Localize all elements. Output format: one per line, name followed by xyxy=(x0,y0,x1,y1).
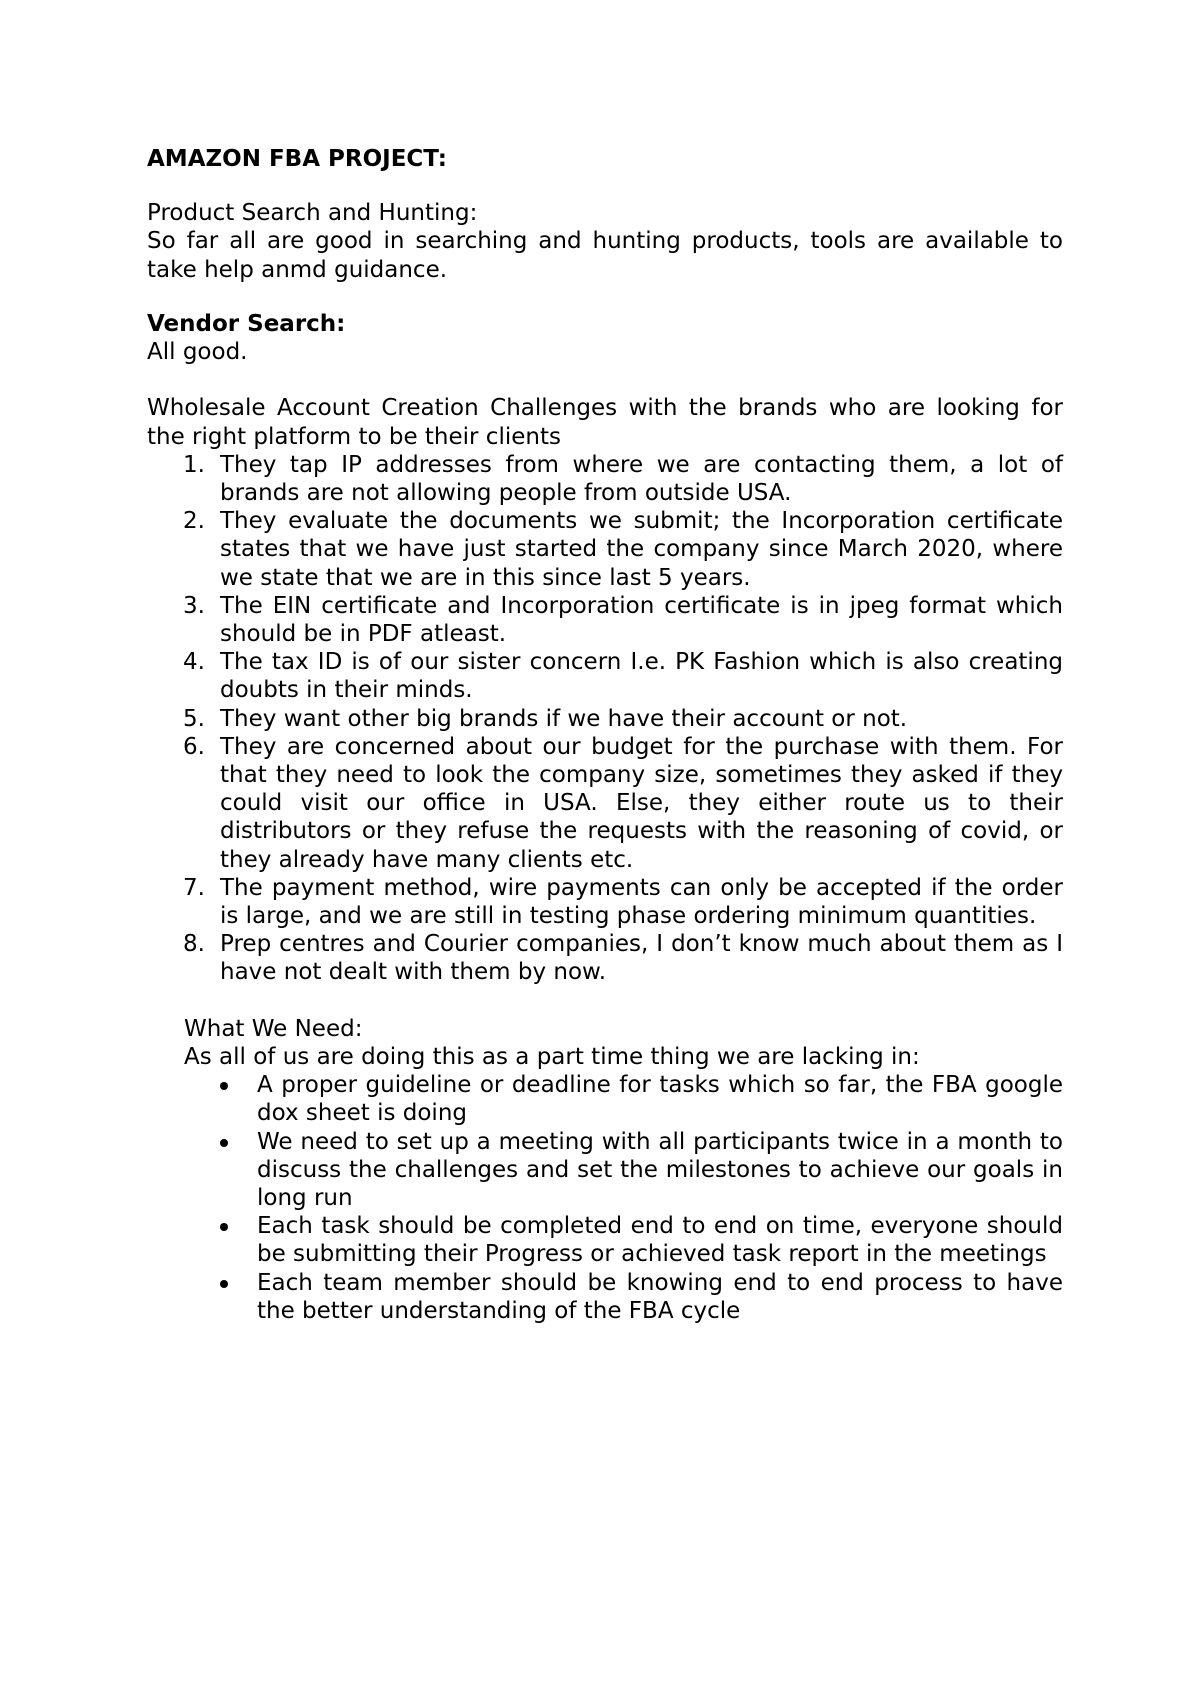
needs-list xyxy=(147,1071,1063,1325)
bullet-icon xyxy=(220,1139,228,1147)
list-number: 4. xyxy=(183,649,205,676)
list-item xyxy=(183,874,1063,930)
list-number: 2. xyxy=(183,508,205,535)
list-item xyxy=(183,930,1063,986)
list-item-text: We need to set up a meeting with all participants twice in a month to discuss the challenges and set the milestones to achieve our goals in long run xyxy=(257,1128,1063,1212)
list-item-text: Each team member should be knowing end to end process to have the better understanding of the FBA cycle xyxy=(257,1269,1063,1324)
bullet-icon xyxy=(220,1280,228,1288)
spacer xyxy=(147,173,1063,199)
list-item-text: They evaluate the documents we submit; the Incorporation certificate states that we have just started the company since March 2020, where we state that we are in this since last 5 years. xyxy=(220,508,1063,591)
list-item xyxy=(257,1128,1063,1213)
list-item-text: A proper guideline or deadline for tasks which so far, the FBA google dox sheet is doing xyxy=(257,1072,1063,1127)
list-item xyxy=(257,1212,1063,1268)
list-item-text: The tax ID is of our sister concern I.e. PK Fashion which is also creating doubts in their minds. xyxy=(220,649,1063,704)
list-item xyxy=(183,648,1063,704)
list-item xyxy=(183,451,1063,507)
spacer xyxy=(147,366,1063,394)
wholesale-intro: Wholesale Account Creation Challenges with the brands who are looking for the right platform to be their clients xyxy=(147,395,1063,450)
list-number: 7. xyxy=(183,874,205,901)
product-search-heading: Product Search and Hunting: xyxy=(147,200,478,227)
list-number: 6. xyxy=(183,733,205,760)
list-item xyxy=(183,733,1063,874)
bullet-icon xyxy=(220,1223,228,1231)
list-item-text: The payment method, wire payments can only be accepted if the order is large, and we are still in testing phase ordering minimum quantities. xyxy=(220,874,1063,930)
list-number: 8. xyxy=(183,931,205,958)
needs-heading: What We Need: xyxy=(184,1015,363,1042)
list-item xyxy=(257,1071,1063,1127)
wholesale-challenges-list xyxy=(147,451,1063,987)
list-item xyxy=(183,507,1063,592)
list-item-text: Each task should be completed end to end on time, everyone should be submitting their Progress or achieved task report in the meetings xyxy=(257,1213,1063,1268)
list-item xyxy=(183,705,1063,733)
document-body xyxy=(147,145,1063,1325)
list-item xyxy=(257,1269,1063,1325)
list-item-text: Prep centres and Courier companies, I don’t know much about them as I have not dealt with them by now. xyxy=(220,931,1063,986)
document-title: AMAZON FBA PROJECT: xyxy=(147,146,447,172)
list-item-text: The EIN certificate and Incorporation certificate is in jpeg format which should be in PDF atleast. xyxy=(220,592,1063,648)
spacer xyxy=(147,987,1063,1015)
list-number: 5. xyxy=(183,705,205,732)
product-search-body: So far all are good in searching and hunting products, tools are available to take help anmd guidance. xyxy=(147,228,1063,283)
list-number: 3. xyxy=(183,592,205,619)
bullet-icon xyxy=(220,1082,228,1090)
spacer xyxy=(147,284,1063,310)
list-item-text: They are concerned about our budget for the purchase with them. For that they need to look the company size, sometimes they asked if they could visit our office in USA. Else, they either route us to their distributors or they refuse the requests with the reasoning of covid, or they already have many clients etc. xyxy=(220,733,1063,873)
list-item-text: They tap IP addresses from where we are contacting them, a lot of brands are not allowing people from outside USA. xyxy=(220,451,1063,507)
vendor-search-body: All good. xyxy=(147,339,248,366)
list-item-text: They want other big brands if we have their account or not. xyxy=(220,705,908,732)
list-item xyxy=(183,592,1063,648)
list-number: 1. xyxy=(183,451,205,478)
needs-section xyxy=(147,1015,1063,1071)
needs-intro: As all of us are doing this as a part time thing we are lacking in: xyxy=(184,1044,920,1071)
vendor-search-heading: Vendor Search: xyxy=(147,310,346,337)
